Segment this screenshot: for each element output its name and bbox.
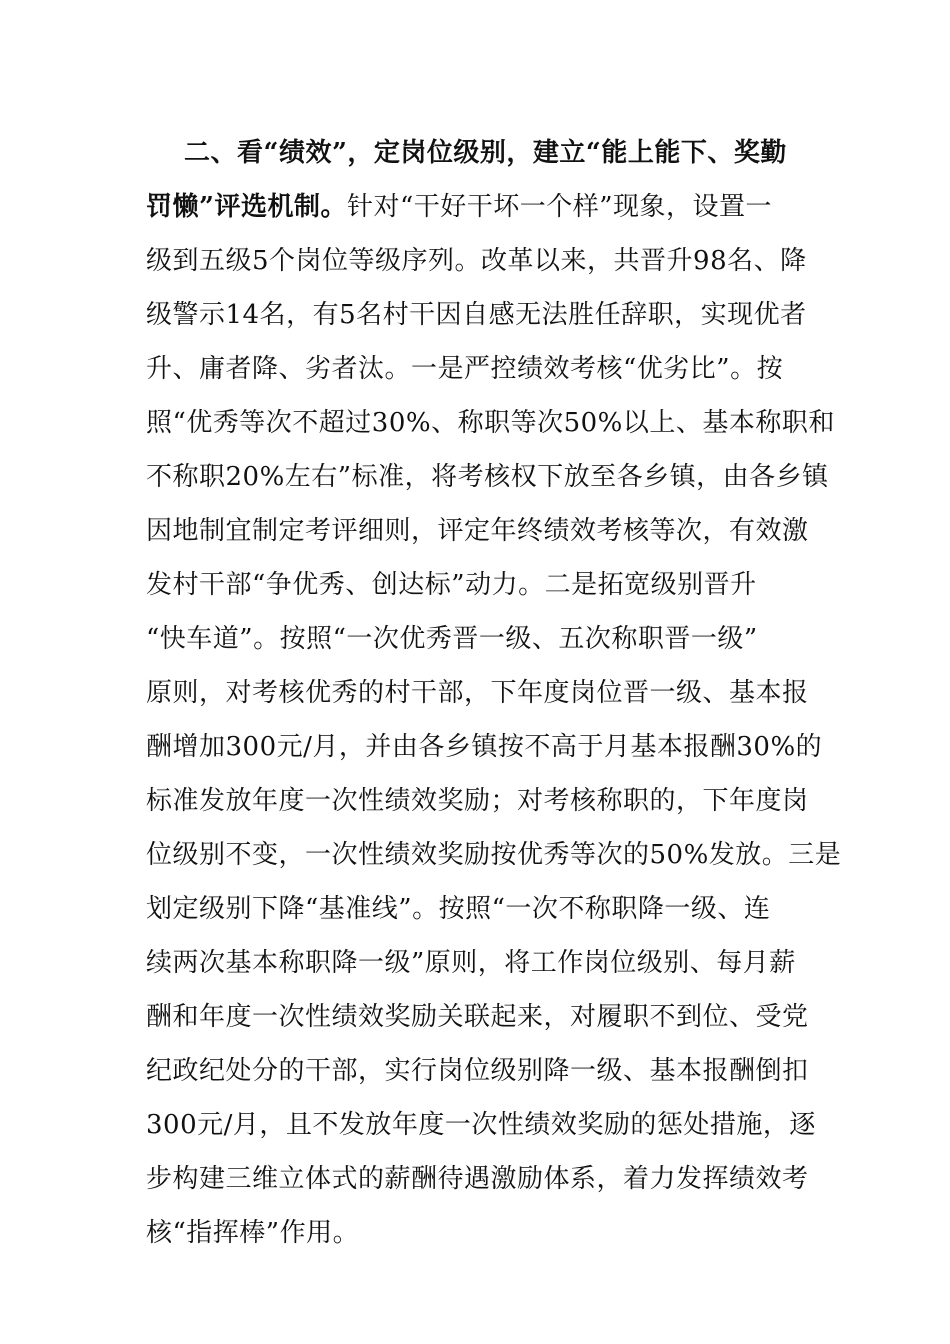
text-line-21	[146, 1206, 806, 1260]
line-text: “快车道”。按照“一次优秀晋一级、五次称职晋一级”	[146, 624, 758, 654]
line-text: 位级别不变，一次性绩效奖励按优秀等次的50%发放。三是	[146, 840, 842, 870]
line-text: 酬增加300元/月，并由各乡镇按不高于月基本报酬30%的	[146, 732, 823, 762]
line-text: 发村干部“争优秀、创达标”动力。二是拓宽级别晋升	[146, 570, 757, 600]
text-line-12	[146, 720, 823, 774]
text-line-6	[146, 396, 835, 450]
text-line-17	[146, 990, 809, 1044]
text-line-14	[146, 828, 842, 882]
text-line-9	[146, 558, 806, 612]
line-text: 原则，对考核优秀的村干部，下年度岗位晋一级、基本报	[146, 678, 809, 708]
text-line-8	[146, 504, 809, 558]
text-line-15	[146, 882, 806, 936]
text-line-19	[146, 1098, 816, 1152]
line-text: 纪政纪处分的干部，实行岗位级别降一级、基本报酬倒扣	[146, 1056, 809, 1086]
text-line-2	[146, 180, 806, 234]
text-line-4	[146, 288, 806, 342]
line-text: 照“优秀等次不超过30%、称职等次50%以上、基本称职和	[146, 408, 835, 438]
text-line-16	[146, 936, 806, 990]
line-text: 划定级别下降“基准线”。按照“一次不称职降一级、连	[146, 894, 771, 924]
line-text: 步构建三维立体式的薪酬待遇激励体系，着力发挥绩效考	[146, 1164, 809, 1194]
text-line-20	[146, 1152, 809, 1206]
line-text: 标准发放年度一次性绩效奖励；对考核称职的，下年度岗	[146, 786, 809, 816]
text-line-3	[146, 234, 806, 288]
line-text: 级到五级5个岗位等级序列。改革以来，共晋升98名、降	[146, 246, 807, 276]
text-line-18	[146, 1044, 809, 1098]
line-text: 不称职20%左右”标准，将考核权下放至各乡镇，由各乡镇	[146, 462, 829, 492]
line-text: 级警示14名，有5名村干因自感无法胜任辞职，实现优者	[146, 300, 807, 330]
line-text: 续两次基本称职降一级”原则，将工作岗位级别、每月薪	[146, 948, 796, 978]
line-text: 300元/月，且不发放年度一次性绩效奖励的惩处措施，逐	[146, 1110, 816, 1140]
section-heading: 二、看“绩效”，定岗位级别，建立“能上能下、奖勤	[184, 138, 787, 168]
text-line-13	[146, 774, 809, 828]
line-text: 升、庸者降、劣者汰。一是严控绩效考核“优劣比”。按	[146, 354, 784, 384]
section-heading-continued: 罚懒”评选机制。	[146, 192, 347, 222]
line-text: 因地制宜制定考评细则，评定年终绩效考核等次，有效激	[146, 516, 809, 546]
text-line-5	[146, 342, 806, 396]
text-line-1	[146, 126, 806, 180]
line-text: 核“指挥棒”作用。	[146, 1218, 360, 1248]
text-line-10	[146, 612, 806, 666]
document-body	[146, 126, 842, 1260]
line-text: 酬和年度一次性绩效奖励关联起来，对履职不到位、受党	[146, 1002, 809, 1032]
text-line-7	[146, 450, 829, 504]
line-text: 针对“干好干坏一个样”现象，设置一	[346, 192, 773, 222]
text-line-11	[146, 666, 809, 720]
